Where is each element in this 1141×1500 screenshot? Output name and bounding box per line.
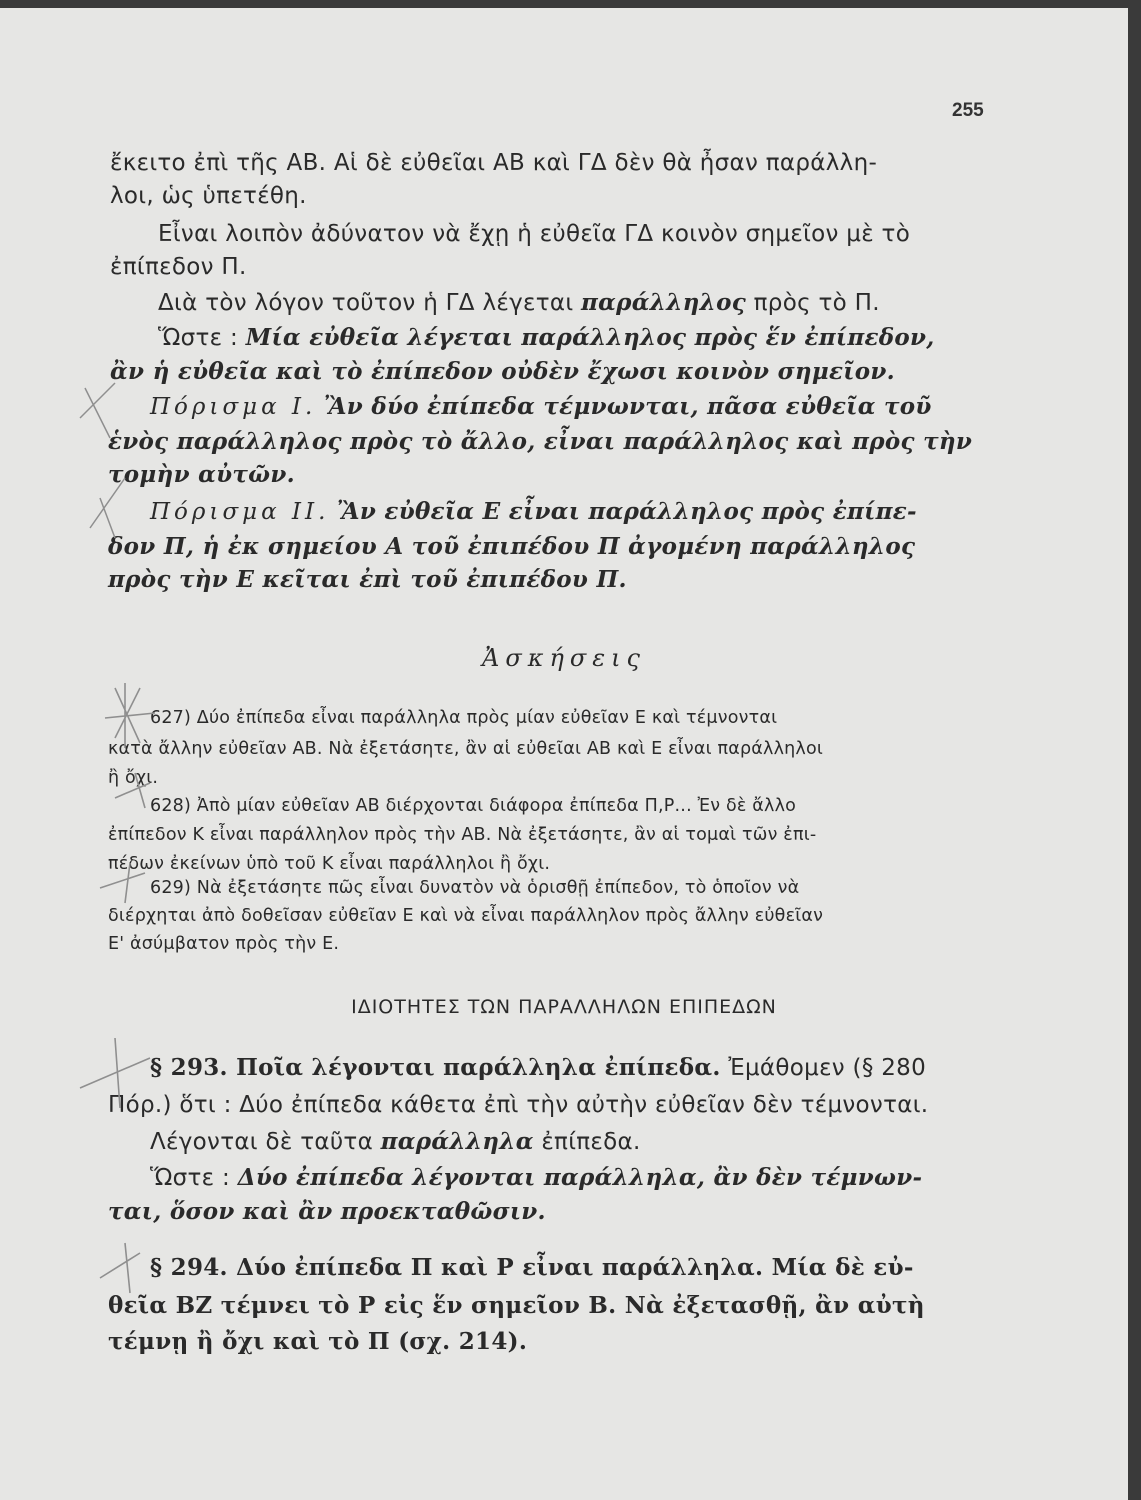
porisma-text: Ἂν δύο ἐπίπεδα τέμνωνται, πᾶσα εὐθεῖα τοῦ — [323, 393, 932, 420]
definition-line: ται, ὅσον καὶ ἂν προεκταθῶσιν. — [108, 1198, 546, 1225]
text-line: τέμνῃ ἢ ὄχι καὶ τὸ Π (σχ. 214). — [108, 1328, 528, 1355]
porisma-text: Ἂν εὐθεῖα Ε εἶναι παράλληλος πρὸς ἐπίπε- — [337, 498, 917, 525]
section-title: ΙΔΙΟΤΗΤΕΣ ΤΩΝ ΠΑΡΑΛΛΗΛΩΝ ΕΠΙΠΕΔΩΝ — [351, 996, 777, 1018]
text-line: Εἶναι λοιπὸν ἀδύνατον νὰ ἔχῃ ἡ εὐθεῖα ΓΔ κοινὸν σημεῖον μὲ τὸ — [158, 221, 911, 247]
exercise-line: διέρχηται ἀπὸ δοθεῖσαν εὐθεῖαν Ε καὶ νὰ εἶναι παράλληλον πρὸς ἄλλην εὐθεῖαν — [108, 906, 824, 926]
scan-right-border — [1128, 0, 1141, 1500]
text-line: θεῖα ΒΖ τέμνει τὸ Ρ εἰς ἕν σημεῖον Β. Νὰ ἐξετασθῇ, ἂν αὐτὴ — [108, 1292, 925, 1319]
porisma-2 — [150, 498, 917, 525]
porisma-1 — [150, 393, 932, 420]
porisma-line: τομὴν αὐτῶν. — [108, 461, 295, 488]
exercise-line: Ε' ἀσύμβατον πρὸς τὴν Ε. — [108, 934, 340, 954]
text-line — [158, 289, 880, 316]
porisma-line: πρὸς τὴν Ε κεῖται ἐπὶ τοῦ ἐπιπέδου Π. — [108, 566, 627, 593]
emphasis-term: παράλληλα — [380, 1128, 534, 1155]
scan-top-border — [0, 0, 1141, 8]
text-line: ἐπίπεδον Π. — [110, 254, 247, 280]
exercise-line: 629) Νὰ ἐξετάσητε πῶς εἶναι δυνατὸν νὰ ὁρισθῇ ἐπίπεδον, τὸ ὁποῖον νὰ — [150, 878, 800, 898]
hoste-label: Ὥστε : — [158, 325, 239, 351]
text-line — [150, 1128, 641, 1155]
emphasis-term: παράλληλος — [581, 289, 747, 316]
porisma-line: δον Π, ἡ ἐκ σημείου Α τοῦ ἐπιπέδου Π ἀγομένη παράλληλος — [108, 533, 916, 560]
page-number: 255 — [952, 100, 984, 121]
hoste-label: Ὥστε : — [150, 1165, 231, 1191]
text-line: ἔκειτο ἐπὶ τῆς ΑΒ. Αἱ δὲ εὐθεῖαι ΑΒ καὶ ΓΔ δὲν θὰ ἦσαν παράλλη- — [110, 150, 878, 176]
exercise-line: 628) Ἀπὸ μίαν εὐθεῖαν ΑΒ διέρχονται διάφορα ἐπίπεδα Π,Ρ... Ἐν δὲ ἄλλο — [150, 796, 797, 816]
definition-line: ἂν ἡ εὐθεῖα καὶ τὸ ἐπίπεδον οὐδὲν ἔχωσι κοινὸν σημεῖον. — [110, 358, 895, 385]
definition-line — [158, 324, 935, 351]
pencil-mark-icon — [70, 378, 130, 578]
paragraph-293 — [150, 1054, 926, 1081]
exercise-line: ἢ ὄχι. — [108, 768, 159, 788]
text-span: Λέγονται δὲ ταῦτα — [150, 1129, 374, 1155]
book-page — [0, 8, 1128, 1500]
definition-text: Μία εὐθεῖα λέγεται παράλληλος πρὸς ἕν ἐπίπεδον, — [245, 324, 935, 351]
text-span: πρὸς τὸ Π. — [753, 290, 880, 316]
porisma-label: Πόρισμα ΙΙ. — [150, 499, 330, 525]
exercise-line: ἐπίπεδον Κ εἶναι παράλληλον πρὸς τὴν ΑΒ. Νὰ ἐξετάσητε, ἂν αἱ τομαὶ τῶν ἐπι- — [108, 825, 817, 845]
text-line: λοι, ὡς ὑπετέθη. — [110, 183, 307, 209]
definition-line — [150, 1164, 922, 1191]
definition-text: Δύο ἐπίπεδα λέγονται παράλληλα, ἂν δὲν τέμνων- — [237, 1164, 923, 1191]
porisma-line: ἑνὸς παράλληλος πρὸς τὸ ἄλλο, εἶναι παράλληλος καὶ πρὸς τὴν — [108, 428, 973, 455]
text-span: ἐπίπεδα. — [541, 1129, 641, 1155]
exercise-line: κατὰ ἄλλην εὐθεῖαν ΑΒ. Νὰ ἐξετάσητε, ἂν αἱ εὐθεῖαι ΑΒ καὶ Ε εἶναι παράλληλοι — [108, 739, 824, 759]
exercise-line: 627) Δύο ἐπίπεδα εἶναι παράλληλα πρὸς μίαν εὐθεῖαν Ε καὶ τέμνονται — [150, 708, 778, 728]
porisma-label: Πόρισμα Ι. — [150, 394, 317, 420]
paragraph-title: § 293. Ποῖα λέγονται παράλληλα ἐπίπεδα. — [150, 1054, 721, 1081]
text-line: Πόρ.) ὅτι : Δύο ἐπίπεδα κάθετα ἐπὶ τὴν αὐτὴν εὐθεῖαν δὲν τέμνονται. — [108, 1092, 929, 1118]
pencil-mark-icon — [60, 1028, 160, 1298]
exercises-heading: Ἀσκήσεις — [482, 644, 646, 672]
pencil-mark-icon — [95, 668, 165, 918]
exercise-line: πέδων ἐκείνων ὑπὸ τοῦ Κ εἶναι παράλληλοι ἢ ὄχι. — [108, 854, 551, 874]
paragraph-294: § 294. Δύο ἐπίπεδα Π καὶ Ρ εἶναι παράλληλα. Μία δὲ εὐ- — [150, 1254, 914, 1281]
text-span: Διὰ τὸν λόγον τοῦτον ἡ ΓΔ λέγεται — [158, 290, 574, 316]
text-span: Ἐμάθομεν (§ 280 — [728, 1055, 927, 1081]
